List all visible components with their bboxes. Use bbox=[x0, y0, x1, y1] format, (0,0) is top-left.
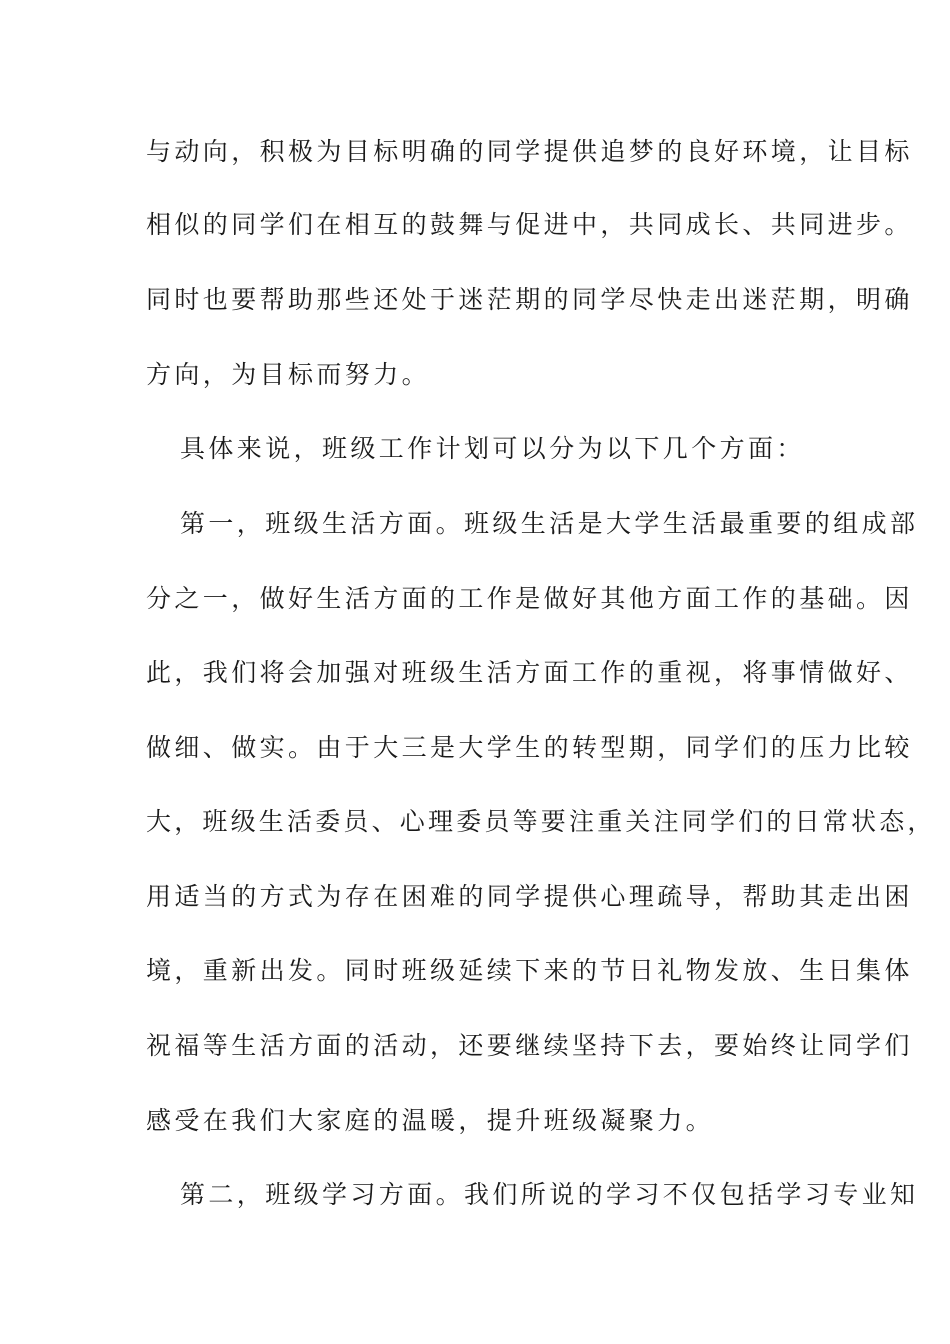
text-line: 方向，为目标而努力。 bbox=[146, 360, 431, 389]
text-line: 做细、做实。由于大三是大学生的转型期，同学们的压力比较 bbox=[146, 733, 913, 762]
text-line: 用适当的方式为存在困难的同学提供心理疏导，帮助其走出困 bbox=[146, 882, 913, 911]
paragraph-start-line: 第二，班级学习方面。我们所说的学习不仅包括学习专业知 bbox=[180, 1180, 919, 1209]
text-line: 此，我们将会加强对班级生活方面工作的重视，将事情做好、 bbox=[146, 658, 913, 687]
text-line: 祝福等生活方面的活动，还要继续坚持下去，要始终让同学们 bbox=[146, 1031, 913, 1060]
text-line: 与动向，积极为目标明确的同学提供追梦的良好环境，让目标 bbox=[146, 137, 913, 166]
paragraph-start-line: 第一，班级生活方面。班级生活是大学生活最重要的组成部 bbox=[180, 509, 919, 538]
text-line: 分之一，做好生活方面的工作是做好其他方面工作的基础。因 bbox=[146, 584, 913, 613]
paragraph-start-line: 具体来说，班级工作计划可以分为以下几个方面： bbox=[180, 434, 805, 463]
text-line: 感受在我们大家庭的温暖，提升班级凝聚力。 bbox=[146, 1106, 715, 1135]
text-line: 相似的同学们在相互的鼓舞与促进中，共同成长、共同进步。 bbox=[146, 210, 913, 239]
text-line: 同时也要帮助那些还处于迷茫期的同学尽快走出迷茫期，明确 bbox=[146, 285, 913, 314]
text-line: 境，重新出发。同时班级延续下来的节日礼物发放、生日集体 bbox=[146, 956, 913, 985]
text-line: 大，班级生活委员、心理委员等要注重关注同学们的日常状态， bbox=[146, 807, 936, 836]
